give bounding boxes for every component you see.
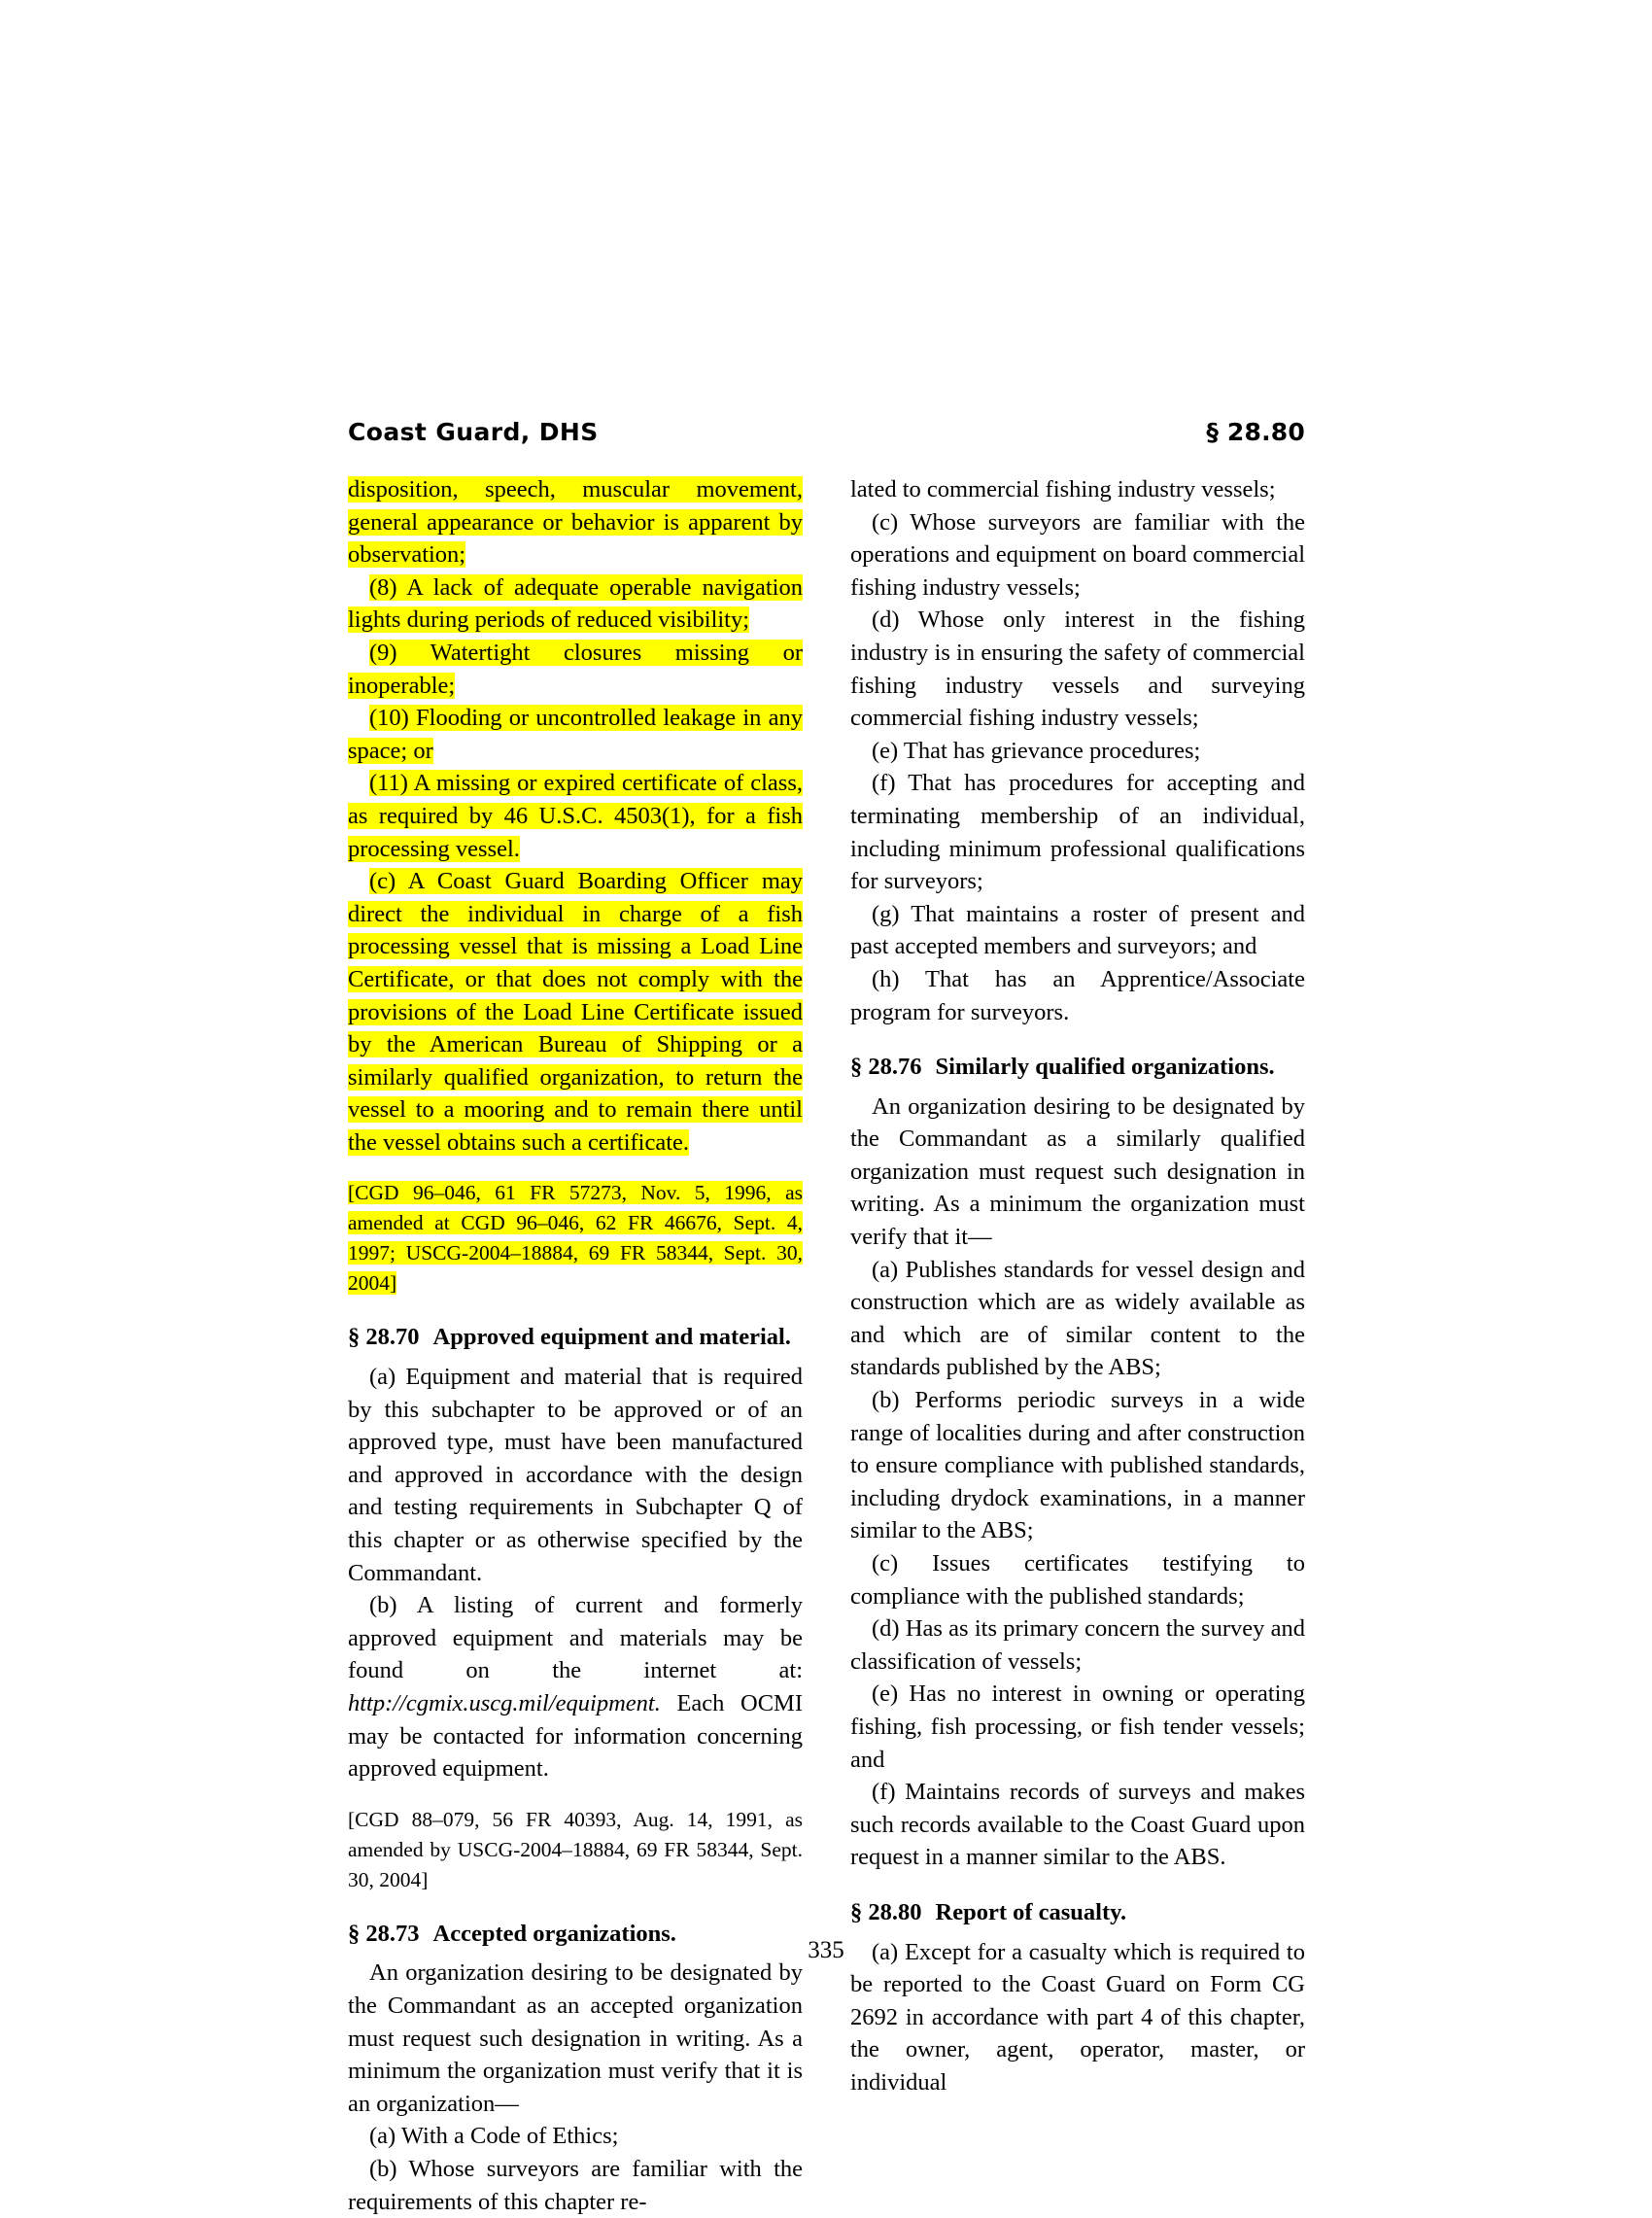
section-title: Accepted organizations. <box>432 1920 676 1947</box>
section-number: § 28.76 <box>850 1054 922 1081</box>
paragraph-item-11 <box>348 767 803 865</box>
paragraph-28-76-intro: An organization desiring to be designated by the Commandant as a similarly qualified organization must request such designation in writing. As a minimum the organization must verify that it— <box>850 1092 1305 1251</box>
paragraph-28-76-c: (c) Issues certificates testifying to compliance with the published standards; <box>850 1550 1305 1610</box>
equipment-url: http://cgmix.uscg.mil/equipment. <box>348 1690 661 1716</box>
paragraph-text-before-url: (b) A listing of current and formerly approved equipment and materials may be found on the internet at: <box>348 1592 803 1684</box>
paragraph-28-73-e: (e) That has grievance procedures; <box>872 737 1201 764</box>
section-heading-28-80 <box>850 1896 1305 1929</box>
highlighted-text: (11) A missing or expired certificate of class, as required by 46 U.S.C. 4503(1), for a fish processing vessel. <box>348 770 803 862</box>
section-number: § 28.73 <box>348 1920 420 1947</box>
paragraph-28-76-e: (e) Has no interest in owning or operating fishing, fish processing, or fish tender vessels; and <box>850 1681 1305 1773</box>
paragraph-28-76-a: (a) Publishes standards for vessel design and construction which are as widely available as and which are of similar content to the standards published by the ABS; <box>850 1256 1305 1381</box>
paragraph-text-after-url: Each OCMI may be contacted for information concerning approved equipment. <box>348 1690 803 1783</box>
highlighted-text: (c) A Coast Guard Boarding Officer may direct the individual in charge of a fish processing vessel that is missing a Load Line Certificate, or that does not comply with the provisions of the Load Line Certificate issued by the American Bureau of Shipping or a similarly qualified organization, to return the vessel to a mooring and to remain there until the vessel obtains such a certificate. <box>348 868 803 1156</box>
highlighted-text: (8) A lack of adequate operable navigation lights during periods of reduced visibility; <box>348 573 803 634</box>
paragraph-28-73-b-part1: (b) Whose surveyors are familiar with the requirements of this chapter re- <box>348 2155 803 2215</box>
paragraph-28-70-a: (a) Equipment and material that is required by this subchapter to be approved or of an approved type, must have been manufactured and approved in accordance with the design and testing requirements in Subchapter Q of this chapter or as otherwise specified by the Commandant. <box>348 1364 803 1586</box>
paragraph-item-c <box>348 865 803 1159</box>
section-title: Approved equipment and material. <box>432 1324 791 1351</box>
section-heading-28-76 <box>850 1051 1305 1084</box>
paragraph-item-9 <box>348 637 803 702</box>
paragraph-28-80-a: (a) Except for a casualty which is required to be reported to the Coast Guard on Form CG 2692 in accordance with part 4 of this chapter, the owner, agent, operator, master, or individual <box>850 1938 1305 2096</box>
highlighted-text: (9) Watertight closures missing or inoperable; <box>348 639 803 699</box>
highlighted-text: disposition, speech, muscular movement, general appearance or behavior is apparent by observation; <box>348 476 803 569</box>
paragraph-28-73-g: (g) That maintains a roster of present and past accepted members and surveyors; and <box>850 900 1305 960</box>
running-head-left: Coast Guard, DHS <box>348 418 599 446</box>
paragraph-item-10 <box>348 702 803 767</box>
section-number: § 28.80 <box>850 1898 922 1925</box>
paragraph-28-73-d: (d) Whose only interest in the fishing industry is in ensuring the safety of commercial fishing industry vessels and surveying commercial fishing industry vessels; <box>850 606 1305 732</box>
paragraph-28-73-a: (a) With a Code of Ethics; <box>369 2123 619 2150</box>
paragraph-28-73-intro: An organization desiring to be designated by the Commandant as an accepted organization must request such designation in writing. As a minimum the organization must verify that it is an organization— <box>348 1959 803 2117</box>
paragraph-28-73-h: (h) That has an Apprentice/Associate program for surveyors. <box>850 965 1305 1025</box>
paragraph-28-70-b <box>348 1589 803 1785</box>
section-number: § 28.70 <box>348 1324 420 1351</box>
page-number: 335 <box>808 1937 844 1963</box>
section-title: Similarly qualified organizations. <box>935 1054 1275 1081</box>
citation-28-70: [CGD 88–079, 56 FR 40393, Aug. 14, 1991, as amended by USCG-2004–18884, 69 FR 58344, Sept. 30, 2004] <box>348 1807 803 1891</box>
paragraph-28-76-d: (d) Has as its primary concern the survey and classification of vessels; <box>850 1615 1305 1675</box>
right-column <box>850 473 1305 2099</box>
citation-28-65 <box>348 1178 803 1299</box>
paragraph-28-73-f: (f) That has procedures for accepting and terminating membership of an individual, including minimum professional qualifications for surveyors; <box>850 770 1305 895</box>
section-heading-28-70 <box>348 1321 803 1354</box>
highlighted-text: (10) Flooding or uncontrolled leakage in any space; or <box>348 705 803 764</box>
paragraph-continued <box>348 473 803 572</box>
running-head-right: § 28.80 <box>1206 418 1305 446</box>
running-head <box>348 418 1305 451</box>
paragraph-28-76-f: (f) Maintains records of surveys and makes such records available to the Coast Guard upon request in a manner similar to the ABS. <box>850 1779 1305 1871</box>
paragraph-item-8 <box>348 572 803 637</box>
paragraph-28-73-b-part2: lated to commercial fishing industry vessels; <box>850 476 1276 503</box>
paragraph-28-73-c: (c) Whose surveyors are familiar with the operations and equipment on board commercial fishing industry vessels; <box>850 508 1305 601</box>
paragraph-28-76-b: (b) Performs periodic surveys in a wide range of localities during and after construction to ensure compliance with published standards, including drydock examinations, in a manner similar to the ABS; <box>850 1387 1305 1544</box>
highlighted-text: [CGD 96–046, 61 FR 57273, Nov. 5, 1996, as amended at CGD 96–046, 62 FR 46676, Sept. 4, 1997; USCG-2004–18884, 69 FR 58344, Sept. 30, 2004] <box>348 1181 803 1296</box>
section-title: Report of casualty. <box>935 1898 1127 1925</box>
